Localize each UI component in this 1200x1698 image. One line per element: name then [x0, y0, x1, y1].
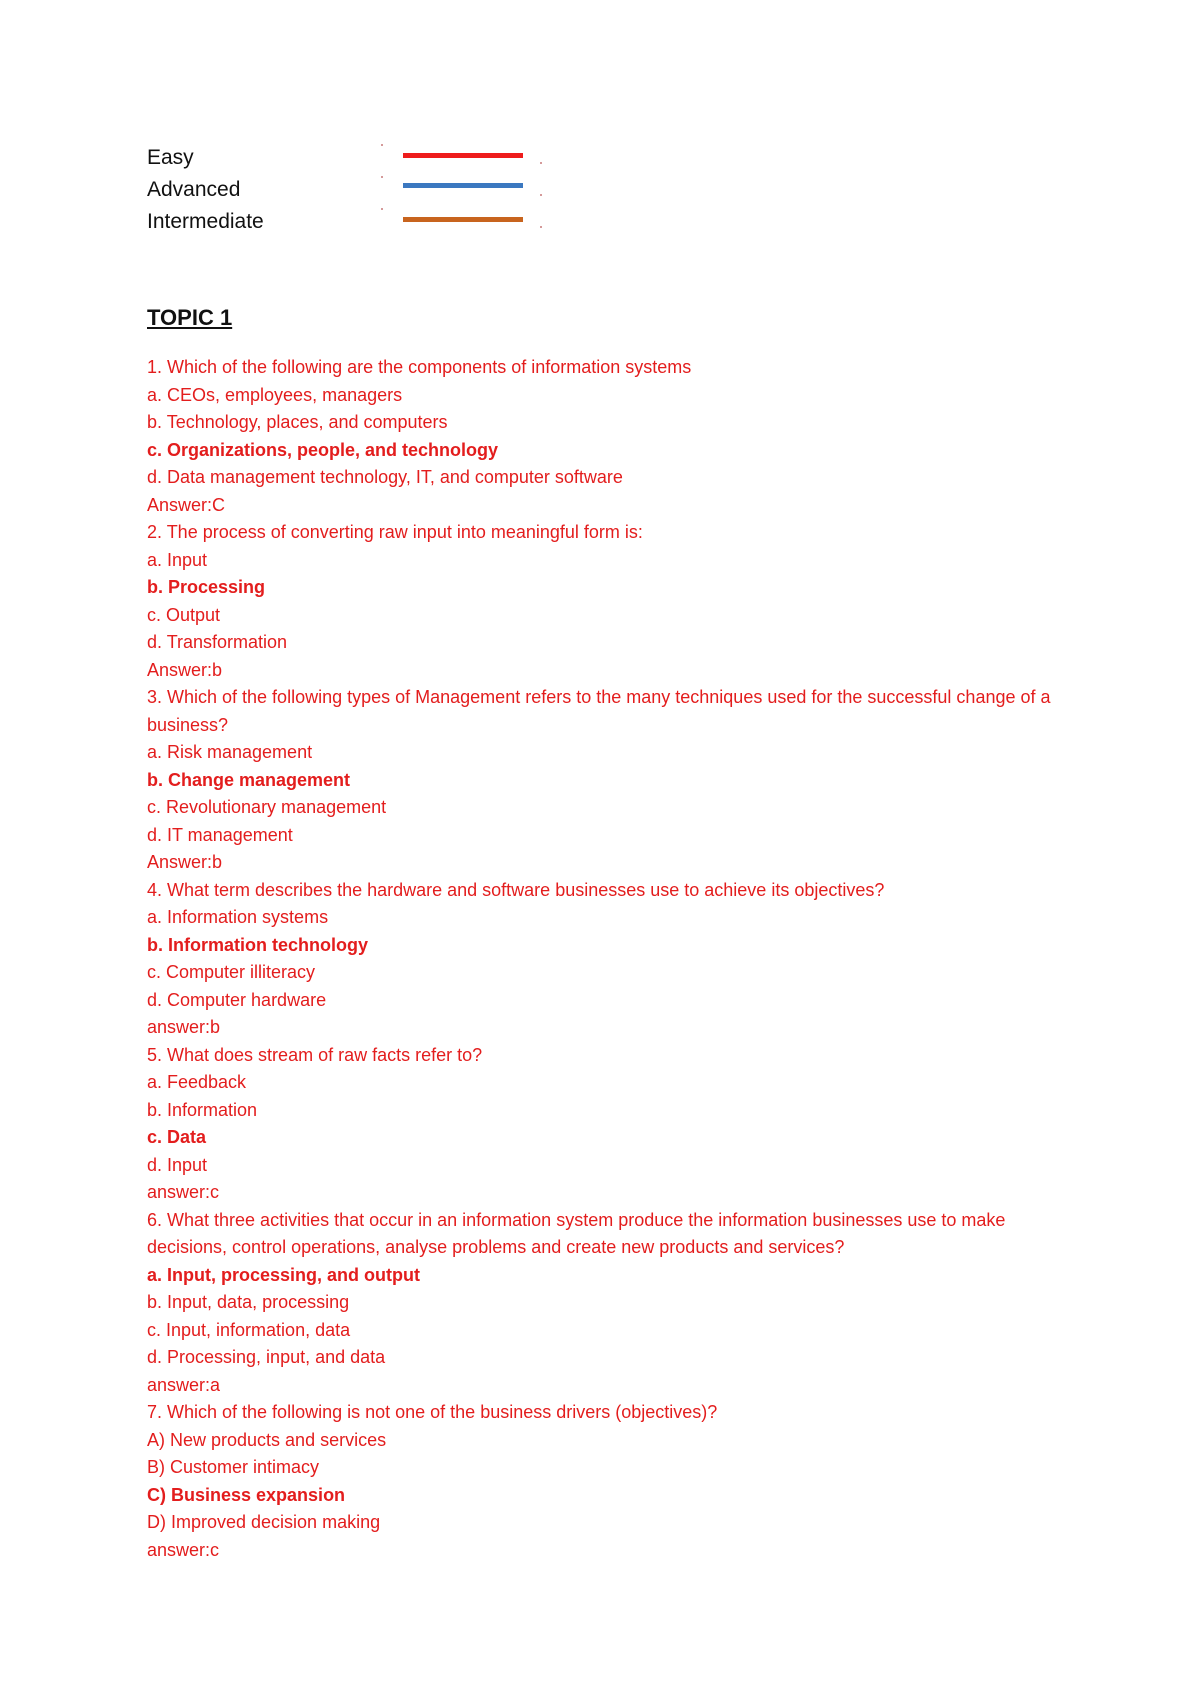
marker-dot — [381, 176, 383, 178]
question-text: 3. Which of the following types of Management refers to the many techniques used for the successful change of a business? — [147, 687, 1051, 735]
answer-option: B) Customer intimacy — [147, 1457, 320, 1477]
question-block — [147, 1399, 1080, 1564]
answer-option: a. CEOs, employees, managers — [147, 384, 403, 405]
legend-label: Advanced — [147, 178, 241, 201]
correct-option: b. Processing — [147, 577, 266, 597]
legend-label: Intermediate — [147, 210, 264, 233]
answer-option: A) New products and services — [147, 1429, 387, 1450]
question-text: 6. What three activities that occur in an information system produce the information businesses use to make decisions, control operations, analyse problems and create new products and services? — [147, 1209, 1006, 1257]
legend-line-intermediate — [403, 217, 523, 222]
answer-option: c. Output — [147, 604, 221, 625]
correct-option: c. Data — [147, 1127, 207, 1147]
correct-option: c. Organizations, people, and technology — [147, 439, 499, 460]
legend-item-advanced — [147, 174, 707, 206]
answer-option: d. Data management technology, IT, and computer software — [147, 467, 623, 487]
answer-option: b. Information — [147, 1099, 258, 1120]
answer-key: answer:c — [147, 1539, 220, 1560]
answer-key: answer:b — [147, 1017, 221, 1037]
question-block — [147, 354, 1080, 519]
answer-option: D) Improved decision making — [147, 1512, 381, 1532]
answer-option: a. Information systems — [147, 907, 329, 927]
answer-option: d. Transformation — [147, 632, 288, 652]
answer-option: a. Feedback — [147, 1072, 247, 1092]
question-text: 4. What term describes the hardware and software businesses use to achieve its objectives? — [147, 879, 885, 900]
question-block — [147, 684, 1080, 877]
answer-key: Answer:b — [147, 852, 223, 872]
legend-item-easy — [147, 142, 707, 174]
correct-option: a. Input, processing, and output — [147, 1264, 420, 1285]
legend-line-easy — [403, 153, 523, 158]
legend-item-intermediate — [147, 206, 707, 238]
question-block — [147, 1207, 1080, 1400]
marker-dot — [381, 144, 383, 146]
question-block — [147, 519, 1080, 684]
marker-dot — [540, 226, 542, 228]
answer-key: Answer:b — [147, 659, 223, 680]
answer-option: d. Computer hardware — [147, 989, 327, 1010]
question-list — [147, 354, 1080, 1564]
answer-option: b. Input, data, processing — [147, 1292, 350, 1312]
legend-line-advanced — [403, 183, 523, 188]
question-block — [147, 877, 1080, 1042]
difficulty-legend — [147, 142, 707, 246]
question-text: 5. What does stream of raw facts refer to? — [147, 1044, 483, 1065]
question-text: 1. Which of the following are the components of information systems — [147, 357, 692, 377]
answer-option: d. Processing, input, and data — [147, 1347, 386, 1367]
answer-key: answer:c — [147, 1182, 220, 1202]
correct-option: C) Business expansion — [147, 1484, 346, 1505]
correct-option: b. Information technology — [147, 934, 368, 955]
correct-option: b. Change management — [147, 769, 351, 790]
legend-label: Easy — [147, 146, 194, 169]
answer-option: a. Input — [147, 549, 208, 570]
answer-option: b. Technology, places, and computers — [147, 412, 448, 432]
answer-option: a. Risk management — [147, 742, 313, 762]
answer-option: c. Revolutionary management — [147, 797, 387, 817]
answer-key: answer:a — [147, 1374, 221, 1395]
marker-dot — [540, 194, 542, 196]
answer-option: d. IT management — [147, 824, 293, 845]
answer-option: c. Computer illiteracy — [147, 962, 316, 982]
question-block — [147, 1042, 1080, 1207]
question-text: 2. The process of converting raw input into meaningful form is: — [147, 522, 643, 542]
marker-dot — [540, 162, 542, 164]
marker-dot — [381, 208, 383, 210]
answer-option: d. Input — [147, 1154, 208, 1175]
topic-title: TOPIC 1 — [147, 305, 233, 330]
answer-option: c. Input, information, data — [147, 1319, 351, 1340]
question-text: 7. Which of the following is not one of the business drivers (objectives)? — [147, 1402, 718, 1422]
answer-key: Answer:C — [147, 494, 226, 515]
